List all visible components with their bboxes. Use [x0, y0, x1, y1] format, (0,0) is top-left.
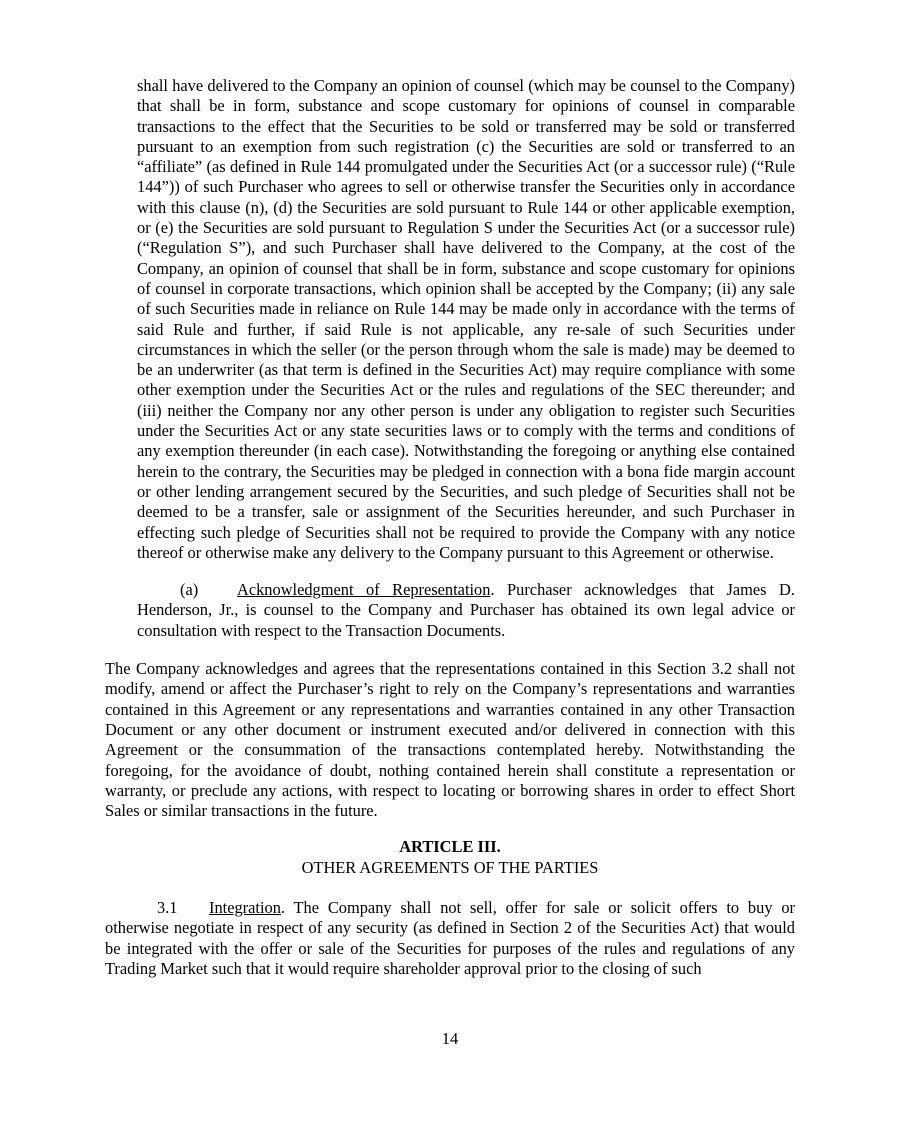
acknowledgment-item-label: (a) — [180, 580, 199, 600]
acknowledgment-heading: Acknowledgment of Representation — [237, 580, 491, 600]
page-number: 14 — [441, 1029, 459, 1049]
integration-section-number: 3.1 — [157, 897, 178, 917]
article-subtitle: OTHER AGREEMENTS OF THE PARTIES — [301, 857, 599, 877]
integration-paragraph — [105, 898, 795, 979]
integration-heading: Integration — [209, 897, 281, 917]
article-title: ARTICLE III. — [399, 837, 501, 857]
acknowledgment-text: . Purchaser acknowledges that James D. Henderson, Jr., is counsel to the Company and Purchaser has obtained its own legal advice or consultation with respect to the Transaction Documents. — [137, 580, 795, 640]
integration-text: . The Company shall not sell, offer for sale or solicit offers to buy or otherwise negotiate in respect of any security (as defined in Section 2 of the Securities Act) that would be integrated with the offer or sale of the Securities for purposes of the rules and regulations of any Trading Market such that it would require shareholder approval prior to the closing of such — [105, 897, 795, 978]
acknowledgment-paragraph — [137, 580, 795, 641]
continued-paragraph: shall have delivered to the Company an opinion of counsel (which may be counsel to the Company) that shall be in form, substance and scope customary for opinions of counsel in comparable transactions to the effect that the Securities to be sold or transferred may be sold or transferred pursuant to an exemption from such registration (c) the Securities are sold or transferred to an “affiliate” (as defined in Rule 144 promulgated under the Securities Act (or a successor rule) (“Rule 144”)) of such Purchaser who agrees to sell or otherwise transfer the Securities only in accordance with this clause (n), (d) the Securities are sold pursuant to Rule 144 or other applicable exemption, or (e) the Securities are sold pursuant to Regulation S under the Securities Act (or a successor rule) (“Regulation S”), and such Purchaser shall have delivered to the Company, at the cost of the Company, an opinion of counsel that shall be in form, substance and scope customary for opinions of counsel in corporate transactions, which opinion shall be accepted by the Company; (ii) any sale of such Securities made in reliance on Rule 144 may be made only in accordance with the terms of said Rule and further, if said Rule is not applicable, any re-sale of such Securities under circumstances in which the seller (or the person through whom the sale is made) may be deemed to be an underwriter (as that term is defined in the Securities Act) may require compliance with some other exemption under the Securities Act or the rules and regulations of the SEC thereunder; and (iii) neither the Company nor any other person is under any obligation to register such Securities under the Securities Act or any state securities laws or to comply with the terms and conditions of any exemption thereunder (in each case). Notwithstanding the foregoing or anything else contained herein to the contrary, the Securities may be pledged in connection with a bona fide margin account or other lending arrangement secured by the Securities, and such pledge of Securities shall not be deemed to be a transfer, sale or assignment of the Securities hereunder, and such Purchaser in effecting such pledge of Securities shall not be required to provide the Company with any notice thereof or otherwise make any delivery to the Company pursuant to this Agreement or otherwise. — [137, 76, 795, 562]
section-closing-paragraph: The Company acknowledges and agrees that the representations contained in this Section 3.2 shall not modify, amend or affect the Purchaser’s right to rely on the Company’s representations and warranties contained in this Agreement or any representations and warranties contained in any other Transaction Document or any other document or instrument executed and/or delivered in connection with this Agreement or the consummation of the transactions contemplated hereby. Notwithstanding the foregoing, for the avoidance of doubt, nothing contained herein shall constitute a representation or warranty, or preclude any actions, with respect to locating or borrowing shares in order to effect Short Sales or similar transactions in the future. — [105, 659, 795, 821]
article-heading-block — [105, 837, 795, 878]
